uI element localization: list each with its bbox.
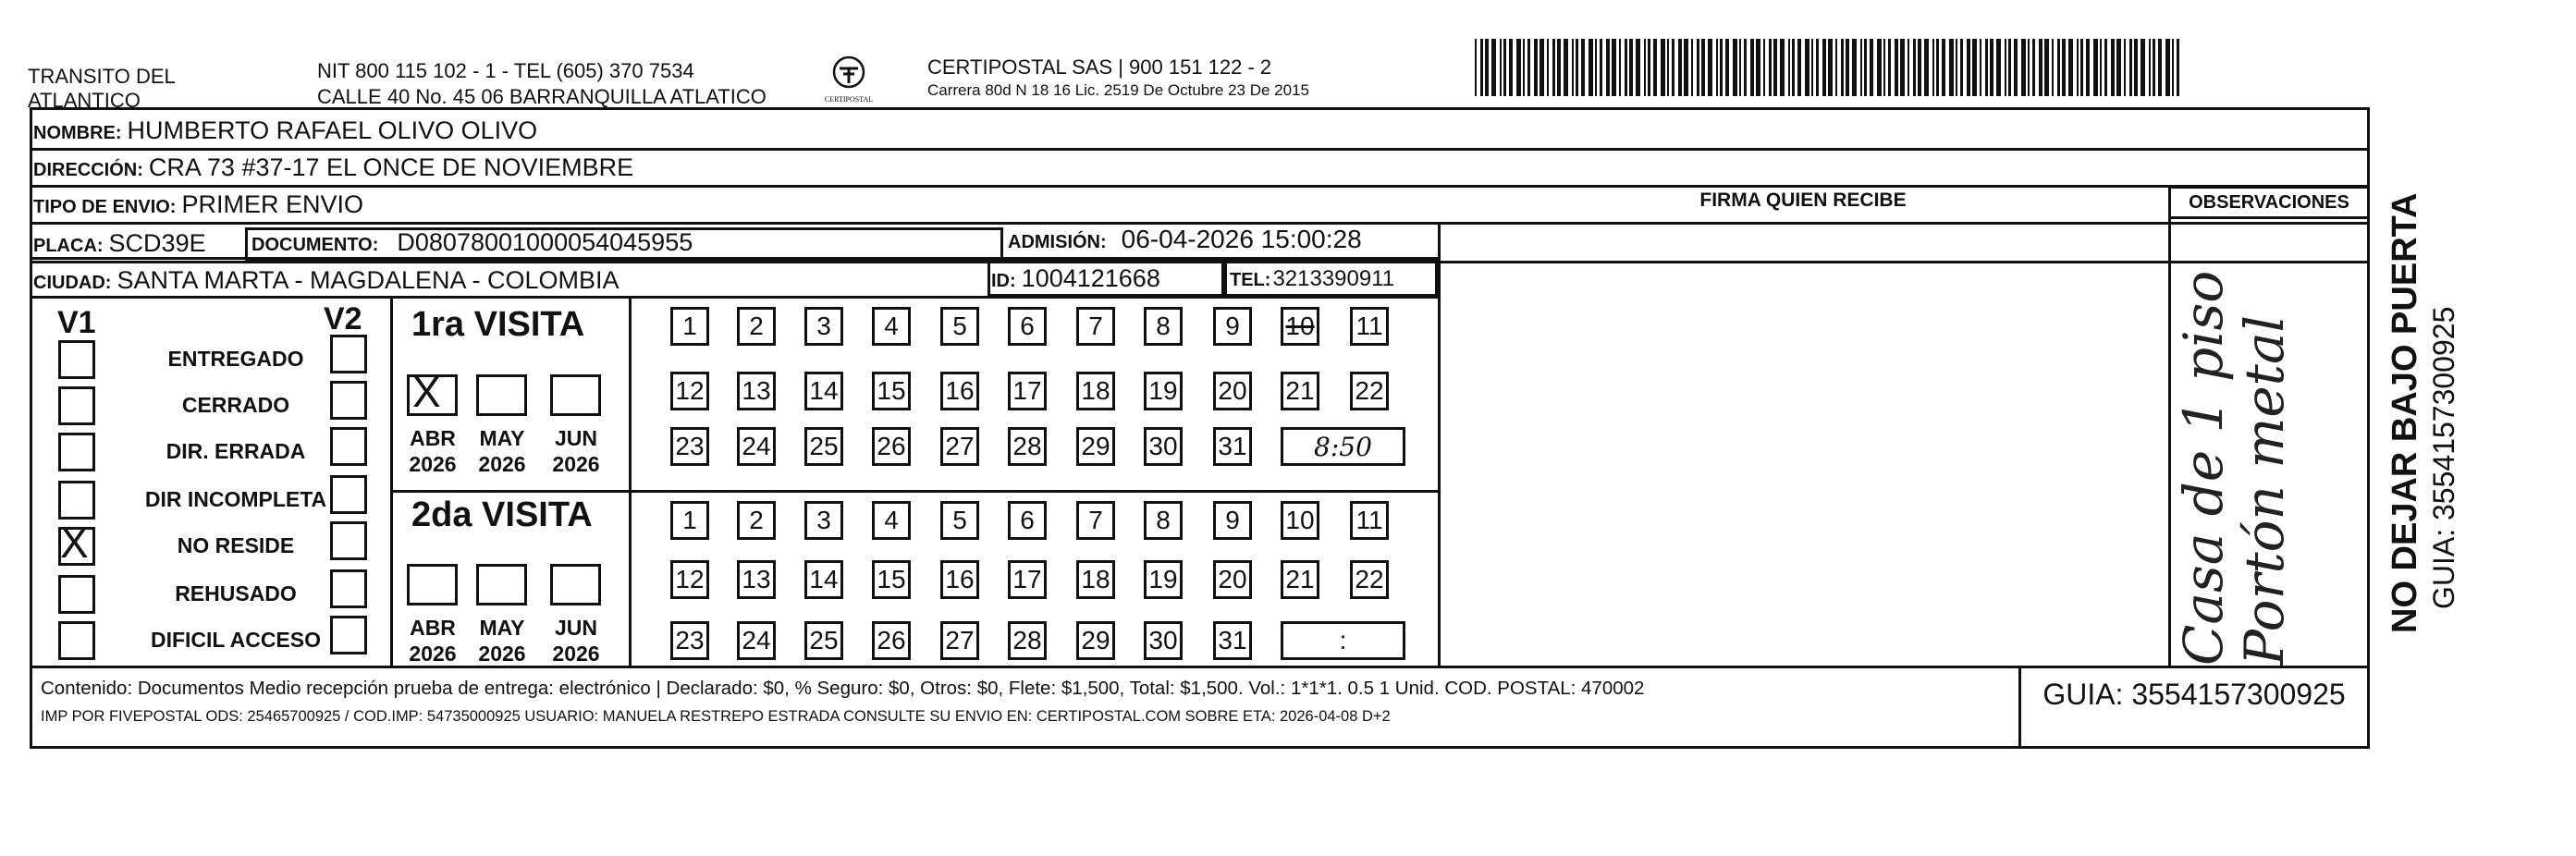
barcode-bar bbox=[2008, 39, 2011, 96]
barcode-bar bbox=[1932, 39, 1934, 96]
visit2-month-box bbox=[407, 564, 458, 605]
v1-checkbox bbox=[58, 386, 95, 425]
barcode-bar bbox=[1780, 39, 1785, 96]
barcode-bar bbox=[1985, 39, 1988, 96]
barcode-bar bbox=[1972, 39, 1977, 96]
barcode-bar bbox=[1918, 39, 1921, 96]
barcode-bar bbox=[1716, 39, 1718, 96]
barcode-bar bbox=[1788, 39, 1790, 96]
license-line: Carrera 80d N 18 16 Lic. 2519 De Octubre 23 De 2015 bbox=[927, 81, 1309, 99]
barcode-bar bbox=[1846, 39, 1849, 96]
barcode-bar bbox=[1672, 39, 1674, 96]
barcode-bar bbox=[2149, 39, 2151, 96]
barcode-bar bbox=[1691, 39, 1693, 96]
visit2-day-box: 26 bbox=[872, 621, 911, 660]
visit2-day-box: 5 bbox=[940, 501, 979, 540]
visit1-month-box bbox=[476, 374, 527, 416]
visit1-day-box: 17 bbox=[1008, 372, 1047, 410]
barcode-bar bbox=[1581, 39, 1585, 96]
barcode-bar bbox=[1589, 39, 1593, 96]
visit1-day-box: 6 bbox=[1008, 307, 1047, 346]
barcode-bar bbox=[2057, 39, 2060, 96]
barcode-bar bbox=[1500, 39, 1502, 96]
barcode-bar bbox=[1547, 39, 1549, 96]
visit2-day-box: 3 bbox=[804, 501, 843, 540]
barcode-bar bbox=[2062, 39, 2066, 96]
nit-line: NIT 800 115 102 - 1 - TEL (605) 370 7534 bbox=[317, 59, 694, 82]
status-label: NO RESIDE bbox=[177, 533, 295, 557]
barcode-bar bbox=[2032, 39, 2035, 96]
barcode-bar bbox=[2028, 39, 2030, 96]
barcode-bar bbox=[1763, 39, 1765, 96]
status-label: DIFICIL ACCESO bbox=[150, 628, 321, 652]
v2-checkbox bbox=[330, 569, 367, 608]
visit1-day-box: 24 bbox=[737, 427, 776, 466]
barcode-bar bbox=[1595, 39, 1597, 96]
barcode-bar bbox=[1828, 39, 1833, 96]
visit2-day-box: 21 bbox=[1281, 560, 1319, 599]
visit2-day-box: 25 bbox=[804, 621, 843, 660]
visit1-title: 1ra VISITA bbox=[411, 305, 585, 344]
barcode-bar bbox=[1636, 39, 1640, 96]
visit1-day-box: 11 bbox=[1350, 307, 1389, 346]
visit1-month-label: MAY 2026 bbox=[478, 426, 526, 476]
footer-imp: IMP POR FIVEPOSTAL ODS: 25465700925 / COD.IMP: 54735000925 USUARIO: MANUELA RESTREPO ESTRADA CONSULTE SU ENVIO EN: CERTIPOSTAL.COM SOBRE ETA: 2026-04-08 D+2 bbox=[41, 708, 1391, 725]
visit2-day-box: 23 bbox=[670, 621, 709, 660]
visit2-day-box: 1 bbox=[670, 501, 709, 540]
barcode-bar bbox=[1720, 39, 1723, 96]
barcode-bar bbox=[1913, 39, 1916, 96]
barcode-bar bbox=[1883, 39, 1885, 96]
barcode-bar bbox=[1485, 39, 1489, 96]
visit1-day-box: 30 bbox=[1144, 427, 1183, 466]
barcode-bar bbox=[1600, 39, 1602, 96]
barcode-bar bbox=[1503, 39, 1506, 96]
barcode-bar bbox=[2129, 39, 2132, 96]
barcode-bar bbox=[1841, 39, 1844, 96]
barcode-bar bbox=[1769, 39, 1772, 96]
visit1-day-box: 31 bbox=[1213, 427, 1252, 466]
barcode-bar bbox=[1527, 39, 1530, 96]
status-label: DIR. ERRADA bbox=[166, 439, 306, 463]
barcode-bar bbox=[1684, 39, 1688, 96]
barcode-bar bbox=[2116, 39, 2121, 96]
visit1-day-box: 28 bbox=[1008, 427, 1047, 466]
field-placa: PLACA: SCD39E bbox=[33, 229, 206, 257]
visit1-day-box: 14 bbox=[804, 372, 843, 410]
v1-checkbox bbox=[58, 481, 95, 520]
barcode-bar bbox=[1852, 39, 1857, 96]
visit1-day-box: 2 bbox=[737, 307, 776, 346]
barcode-bar bbox=[1629, 39, 1633, 96]
barcode-bar bbox=[1725, 39, 1729, 96]
visit2-day-box: 8 bbox=[1144, 501, 1183, 540]
visit1-day-box: 20 bbox=[1213, 372, 1252, 410]
v2-checkbox bbox=[330, 616, 367, 654]
v1-checkbox bbox=[58, 621, 95, 660]
visit2-time-box: : bbox=[1281, 621, 1405, 660]
barcode-bar bbox=[2080, 39, 2083, 96]
field-admision: ADMISIÓN: 06-04-2026 15:00:28 bbox=[1008, 225, 1362, 253]
visit1-day-box: 7 bbox=[1076, 307, 1115, 346]
barcode-bar bbox=[2077, 39, 2079, 96]
observaciones-handwriting: Casa de 1 piso Portón metal bbox=[2172, 270, 2296, 666]
barcode-bar bbox=[1900, 39, 1905, 96]
barcode-bar bbox=[1835, 39, 1837, 96]
visit2-day-box: 11 bbox=[1350, 501, 1389, 540]
barcode-bar bbox=[2014, 39, 2018, 96]
barcode-bar bbox=[1792, 39, 1795, 96]
barcode-bar bbox=[1870, 39, 1873, 96]
barcode-bar bbox=[1576, 39, 1578, 96]
barcode-bar bbox=[1539, 39, 1544, 96]
v1-label: V1 bbox=[57, 305, 96, 340]
visit1-day-box: 5 bbox=[940, 307, 979, 346]
visit2-month-box bbox=[476, 564, 527, 605]
visit1-month-label: ABR 2026 bbox=[409, 426, 457, 476]
observaciones-label: OBSERVACIONES bbox=[2168, 186, 2370, 219]
barcode-bar bbox=[1644, 39, 1646, 96]
barcode-bar bbox=[2104, 39, 2107, 96]
barcode-bar bbox=[1625, 39, 1627, 96]
status-label: REHUSADO bbox=[175, 581, 297, 605]
visit1-day-box: 16 bbox=[940, 372, 979, 410]
firma-label: FIRMA QUIEN RECIBE bbox=[1699, 190, 1907, 211]
barcode-bar bbox=[1895, 39, 1898, 96]
barcode-bar bbox=[1475, 39, 1477, 96]
barcode-bar bbox=[2158, 39, 2162, 96]
barcode-bar bbox=[1552, 39, 1555, 96]
v1-checkbox bbox=[58, 340, 95, 379]
visit1-day-box: 3 bbox=[804, 307, 843, 346]
logo-icon bbox=[830, 54, 867, 91]
v1-check-mark: X bbox=[60, 519, 89, 567]
visit1-month-check: X bbox=[412, 368, 441, 416]
barcode-bar bbox=[1678, 39, 1682, 96]
visit2-day-box: 13 bbox=[737, 560, 776, 599]
barcode-bar bbox=[1480, 39, 1483, 96]
barcode-bar bbox=[2100, 39, 2102, 96]
barcode-bar bbox=[1924, 39, 1929, 96]
v2-checkbox bbox=[330, 427, 367, 466]
barcode-bar bbox=[1960, 39, 1963, 96]
barcode-bar bbox=[1606, 39, 1610, 96]
barcode-bar bbox=[1744, 39, 1747, 96]
barcode-bar bbox=[1523, 39, 1525, 96]
visit1-day-box: 26 bbox=[872, 427, 911, 466]
v2-checkbox bbox=[330, 381, 367, 420]
barcode-bar bbox=[2153, 39, 2155, 96]
visit1-month-box bbox=[550, 374, 601, 416]
status-label: DIR INCOMPLETA bbox=[144, 487, 327, 511]
barcode-bar bbox=[1661, 39, 1665, 96]
visit2-month-label: ABR 2026 bbox=[409, 616, 457, 666]
barcode-bar bbox=[2134, 39, 2138, 96]
barcode-bar bbox=[1534, 39, 1538, 96]
barcode-bar bbox=[2165, 39, 2170, 96]
v2-checkbox bbox=[330, 521, 367, 560]
barcode-bar bbox=[2124, 39, 2126, 96]
field-tipo-envio: TIPO DE ENVIO: PRIMER ENVIO bbox=[33, 190, 363, 218]
visit2-day-box: 27 bbox=[940, 621, 979, 660]
visit2-day-box: 16 bbox=[940, 560, 979, 599]
visit2-month-label: JUN 2026 bbox=[552, 616, 600, 666]
barcode-bar bbox=[2086, 39, 2090, 96]
barcode-bar bbox=[1822, 39, 1826, 96]
barcode-bar bbox=[2039, 39, 2042, 96]
visit2-title: 2da VISITA bbox=[411, 495, 593, 534]
barcode-bar bbox=[2005, 39, 2006, 96]
visit2-day-box: 17 bbox=[1008, 560, 1047, 599]
barcode-bar bbox=[1653, 39, 1657, 96]
field-tel: TEL: 3213390911 bbox=[1230, 266, 1395, 291]
footer-contenido: Contenido: Documentos Medio recepción prueba de entrega: electrónico | Declarado: $0, % Seguro: $0, Otros: $0, Flete: $1,500, Total: $1,500. Vol.: 1*1*1. 0.5 1 Unid. COD. POSTAL: 470002 bbox=[41, 678, 1645, 699]
company-line: CERTIPOSTAL SAS | 900 151 122 - 2 bbox=[927, 55, 1272, 79]
visit1-day-box: 13 bbox=[737, 372, 776, 410]
barcode-bar bbox=[1750, 39, 1754, 96]
status-label: CERRADO bbox=[181, 393, 290, 417]
visit1-day-box: 21 bbox=[1281, 372, 1319, 410]
barcode-bar bbox=[1864, 39, 1867, 96]
visit1-day-box: 4 bbox=[872, 307, 911, 346]
visit2-day-box: 12 bbox=[670, 560, 709, 599]
barcode-bar bbox=[1739, 39, 1741, 96]
visit1-day-box: 19 bbox=[1144, 372, 1183, 410]
barcode-bar bbox=[1797, 39, 1801, 96]
barcode-bar bbox=[1860, 39, 1862, 96]
visit2-day-box: 29 bbox=[1076, 621, 1115, 660]
barcode-bar bbox=[1572, 39, 1574, 96]
barcode-bar bbox=[1619, 39, 1621, 96]
visit2-day-box: 28 bbox=[1008, 621, 1047, 660]
v1-checkbox bbox=[58, 433, 95, 471]
barcode-bar bbox=[2141, 39, 2145, 96]
sender-org: TRANSITO DEL ATLANTICO bbox=[28, 65, 175, 112]
visit2-day-box: 9 bbox=[1213, 501, 1252, 540]
v2-label: V2 bbox=[324, 301, 362, 336]
visit2-day-box: 2 bbox=[737, 501, 776, 540]
barcode-bar bbox=[2093, 39, 2098, 96]
barcode-graphic bbox=[1475, 39, 2187, 96]
visit2-day-box: 18 bbox=[1076, 560, 1115, 599]
barcode-bar bbox=[2052, 39, 2054, 96]
barcode-bar bbox=[1667, 39, 1669, 96]
barcode-bar bbox=[1733, 39, 1737, 96]
barcode-bar bbox=[1980, 39, 1981, 96]
v1-checkbox bbox=[58, 575, 95, 614]
visit1-day-box: 27 bbox=[940, 427, 979, 466]
visit2-day-box: 30 bbox=[1144, 621, 1183, 660]
barcode-bar bbox=[1557, 39, 1561, 96]
visit2-month-box bbox=[550, 564, 601, 605]
visit1-day-box: 8 bbox=[1144, 307, 1183, 346]
barcode-bar bbox=[1888, 39, 1891, 96]
address-line: CALLE 40 No. 45 06 BARRANQUILLA ATLATICO bbox=[317, 85, 767, 108]
barcode-bar bbox=[1811, 39, 1813, 96]
barcode-bar bbox=[2111, 39, 2115, 96]
visit2-day-box: 31 bbox=[1213, 621, 1252, 660]
visit2-day-box: 6 bbox=[1008, 501, 1047, 540]
field-direccion: DIRECCIÓN: CRA 73 #37-17 EL ONCE DE NOVIEMBRE bbox=[33, 153, 634, 181]
barcode-bar bbox=[1967, 39, 1970, 96]
barcode-bar bbox=[1990, 39, 1993, 96]
visit2-day-box: 14 bbox=[804, 560, 843, 599]
visit1-month-label: JUN 2026 bbox=[552, 426, 600, 476]
visit1-day-box: 12 bbox=[670, 372, 709, 410]
barcode-bar bbox=[1516, 39, 1521, 96]
visit1-day-box: 29 bbox=[1076, 427, 1115, 466]
v2-checkbox bbox=[330, 475, 367, 514]
barcode-bar bbox=[1491, 39, 1496, 96]
visit2-day-box: 20 bbox=[1213, 560, 1252, 599]
barcode-bar bbox=[1564, 39, 1568, 96]
footer-guia: GUIA: 3554157300925 bbox=[2042, 678, 2346, 711]
field-ciudad: CIUDAD: SANTA MARTA - MAGDALENA - COLOMBIA bbox=[33, 266, 619, 294]
visit2-day-box: 4 bbox=[872, 501, 911, 540]
barcode-bar bbox=[2021, 39, 2026, 96]
visit1-day-box: 1 bbox=[670, 307, 709, 346]
field-nombre: NOMBRE: HUMBERTO RAFAEL OLIVO OLIVO bbox=[33, 116, 538, 144]
barcode-bar bbox=[1936, 39, 1939, 96]
barcode-bar bbox=[1697, 39, 1699, 96]
barcode-bar bbox=[2177, 39, 2179, 96]
visit2-day-box: 10 bbox=[1281, 501, 1319, 540]
side-warning: NO DEJAR BAJO PUERTA bbox=[2386, 192, 2424, 633]
visit1-day-box: 23 bbox=[670, 427, 709, 466]
barcode bbox=[1475, 39, 2187, 96]
visit1-time-box: 8:50 bbox=[1281, 427, 1405, 466]
barcode-bar bbox=[1612, 39, 1616, 96]
visit1-day-box: 25 bbox=[804, 427, 843, 466]
visit2-day-box: 15 bbox=[872, 560, 911, 599]
barcode-bar bbox=[1907, 39, 1909, 96]
field-documento: DOCUMENTO: D08078001000054045955 bbox=[251, 228, 693, 256]
barcode-bar bbox=[1877, 39, 1882, 96]
barcode-bar bbox=[2068, 39, 2073, 96]
v2-checkbox bbox=[330, 335, 367, 373]
visit2-day-box: 19 bbox=[1144, 560, 1183, 599]
certipostal-logo: CERTIPOSTAL bbox=[812, 54, 886, 109]
barcode-bar bbox=[1956, 39, 1957, 96]
barcode-bar bbox=[1648, 39, 1650, 96]
visit1-day-box: 9 bbox=[1213, 307, 1252, 346]
barcode-bar bbox=[1773, 39, 1777, 96]
field-id: ID: 1004121668 bbox=[991, 264, 1160, 292]
barcode-bar bbox=[1805, 39, 1809, 96]
barcode-bar bbox=[1756, 39, 1760, 96]
barcode-bar bbox=[1942, 39, 1945, 96]
side-guia: GUIA: 3554157300925 bbox=[2427, 306, 2460, 609]
barcode-bar bbox=[1708, 39, 1712, 96]
visit1-day-box: 18 bbox=[1076, 372, 1115, 410]
status-label: ENTREGADO bbox=[167, 347, 304, 371]
barcode-bar bbox=[1701, 39, 1705, 96]
visit2-day-box: 7 bbox=[1076, 501, 1115, 540]
barcode-bar bbox=[2044, 39, 2049, 96]
visit2-day-box: 22 bbox=[1350, 560, 1389, 599]
visit2-day-box: 24 bbox=[737, 621, 776, 660]
barcode-bar bbox=[1996, 39, 2001, 96]
visit1-day-box: 22 bbox=[1350, 372, 1389, 410]
barcode-bar bbox=[1509, 39, 1513, 96]
visit1-day-box: 15 bbox=[872, 372, 911, 410]
barcode-bar bbox=[2172, 39, 2174, 96]
visit1-day-box: 10 bbox=[1281, 307, 1319, 346]
side-notice bbox=[2384, 134, 2461, 633]
barcode-bar bbox=[1816, 39, 1819, 96]
barcode-bar bbox=[1949, 39, 1954, 96]
visit2-month-label: MAY 2026 bbox=[478, 616, 526, 666]
